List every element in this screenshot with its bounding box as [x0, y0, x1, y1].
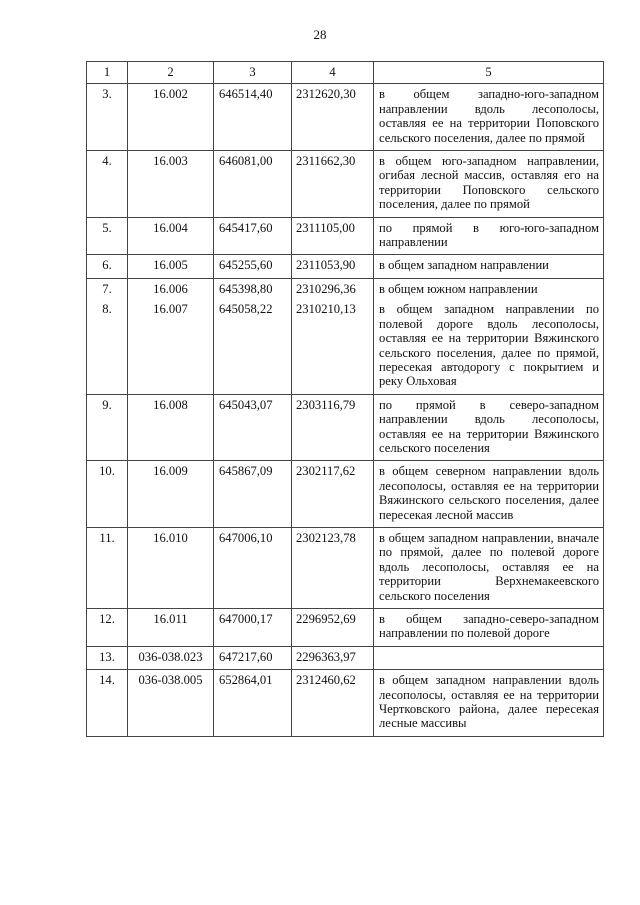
- coord-y: 2310210,13: [296, 302, 356, 317]
- table-row: [87, 217, 604, 255]
- coord-x: 645043,07: [214, 394, 292, 461]
- coord-y: 2296363,97: [292, 646, 374, 669]
- point-code: 16.010: [128, 527, 214, 608]
- route-description: в общем западно-северо-западном направлении по полевой дороге: [374, 609, 604, 647]
- point-code: 16.006: [153, 281, 188, 296]
- coord-x: 645058,22: [219, 302, 273, 317]
- coord-x: 647217,60: [214, 646, 292, 669]
- point-code: 036-038.023: [128, 646, 214, 669]
- point-code: 16.008: [128, 394, 214, 461]
- route-description: в общем западном направлении по полевой дороге вдоль лесополосы, оставляя ее на территории Вяжинского сельского поселения, далее по прямой, пересекая автодорогу с покрытием и реку Ольховая: [379, 302, 599, 389]
- boundary-points-table: [86, 61, 604, 737]
- table-header-row: [87, 62, 604, 84]
- route-description: в общем западном направлении: [374, 255, 604, 278]
- point-code: 16.009: [128, 461, 214, 528]
- row-number: 4.: [87, 151, 128, 218]
- row-number-group: [87, 278, 128, 394]
- table-row: [87, 527, 604, 608]
- coord-y: 2302117,62: [292, 461, 374, 528]
- table-row: [87, 394, 604, 461]
- coord-x: 646081,00: [214, 151, 292, 218]
- coord-y: 2302123,78: [292, 527, 374, 608]
- coord-y: 2311053,90: [292, 255, 374, 278]
- coord-x: 645867,09: [214, 461, 292, 528]
- coord-x-group: [214, 278, 292, 394]
- route-description: в общем западном направлении, вначале по прямой, далее по полевой дороге вдоль лесополосы, оставляя ее на территории Верхнемакеевского сельского поселения: [374, 527, 604, 608]
- coord-y-group: [292, 278, 374, 394]
- route-description: по прямой в северо-западном направлении вдоль лесополосы, оставляя ее на территории Вяжинского сельского поселения: [374, 394, 604, 461]
- table-row: [87, 461, 604, 528]
- row-number: 7.: [102, 281, 112, 296]
- point-code: 16.011: [128, 609, 214, 647]
- row-number: 3.: [87, 84, 128, 151]
- route-description: по прямой в юго-юго-западном направлении: [374, 217, 604, 255]
- header-cell-3: 3: [214, 62, 292, 84]
- route-description: [374, 646, 604, 669]
- coord-y: 2312460,62: [292, 670, 374, 737]
- coord-x: 645255,60: [214, 255, 292, 278]
- header-cell-1: 1: [87, 62, 128, 84]
- point-code: 16.007: [153, 302, 188, 317]
- route-description: в общем южном направлении: [379, 281, 538, 296]
- row-number: 8.: [102, 302, 112, 317]
- coord-y: 2311662,30: [292, 151, 374, 218]
- row-number: 9.: [87, 394, 128, 461]
- point-code: 16.004: [128, 217, 214, 255]
- route-description: в общем юго-западном направлении, огибая лесной массив, оставляя его на территории Поповского сельского поселения, далее по прямой: [374, 151, 604, 218]
- header-cell-4: 4: [292, 62, 374, 84]
- route-description-group: [374, 278, 604, 394]
- coord-y: 2311105,00: [292, 217, 374, 255]
- header-cell-2: 2: [128, 62, 214, 84]
- point-code: 16.002: [128, 84, 214, 151]
- row-number: 10.: [87, 461, 128, 528]
- point-code: 16.005: [128, 255, 214, 278]
- route-description: в общем западном направлении вдоль лесополосы, оставляя ее на территории Чертковского района, далее пересекая лесные массивы: [374, 670, 604, 737]
- coord-x: 646514,40: [214, 84, 292, 151]
- table-row: [87, 151, 604, 218]
- coord-y: 2310296,36: [296, 281, 356, 296]
- coord-x: 647006,10: [214, 527, 292, 608]
- coord-y: 2312620,30: [292, 84, 374, 151]
- point-code: 036-038.005: [128, 670, 214, 737]
- table-row: [87, 609, 604, 647]
- page-number: 28: [313, 27, 327, 42]
- row-number: 11.: [87, 527, 128, 608]
- table-row: [87, 255, 604, 278]
- row-number: 13.: [87, 646, 128, 669]
- table-row: [87, 670, 604, 737]
- table-row: [87, 84, 604, 151]
- point-code: 16.003: [128, 151, 214, 218]
- table-row-merged: [87, 278, 604, 394]
- row-number: 5.: [87, 217, 128, 255]
- table-row: [87, 646, 604, 669]
- header-cell-5: 5: [374, 62, 604, 84]
- route-description: в общем северном направлении вдоль лесополосы, оставляя ее на территории Вяжинского сельского поселения, далее пересекая лесной массив: [374, 461, 604, 528]
- coord-y: 2303116,79: [292, 394, 374, 461]
- row-number: 12.: [87, 609, 128, 647]
- coord-x: 652864,01: [214, 670, 292, 737]
- coord-x: 647000,17: [214, 609, 292, 647]
- coord-y: 2296952,69: [292, 609, 374, 647]
- row-number: 6.: [87, 255, 128, 278]
- point-code-group: [128, 278, 214, 394]
- coord-x: 645398,80: [219, 281, 273, 296]
- row-number: 14.: [87, 670, 128, 737]
- coord-x: 645417,60: [214, 217, 292, 255]
- route-description: в общем западно-юго-западном направлении вдоль лесополосы, оставляя ее на территории Поповского сельского поселения, далее по прямой: [374, 84, 604, 151]
